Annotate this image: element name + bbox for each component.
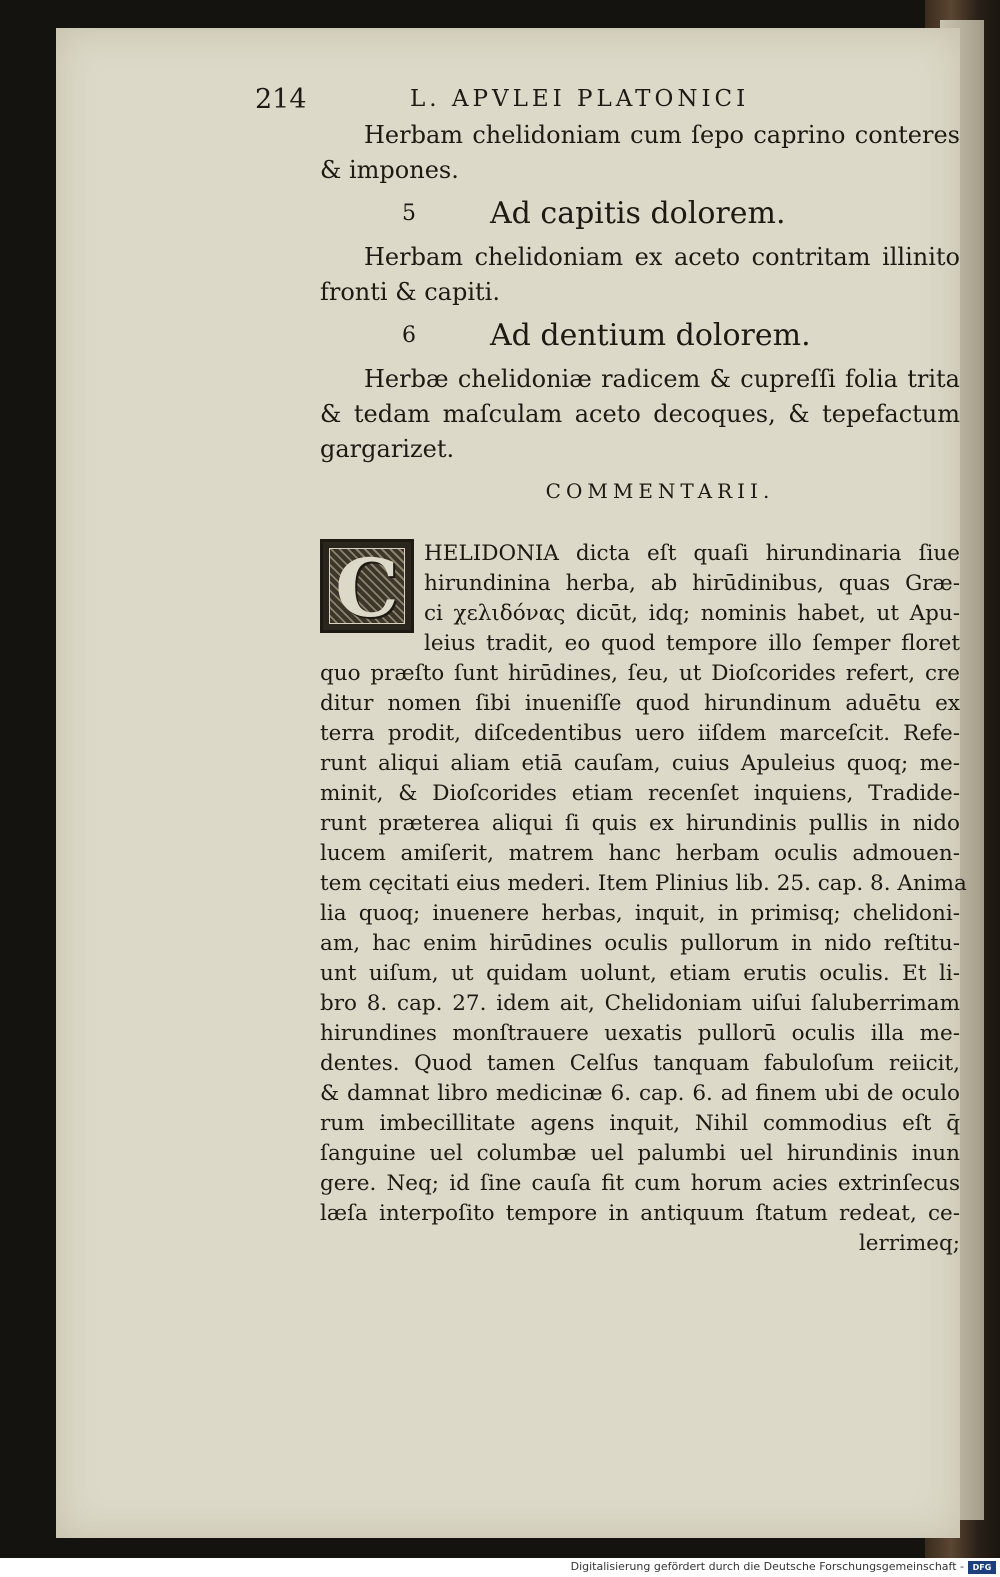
text-line: gargarizet. — [320, 435, 455, 463]
text-line: Herbam chelidoniam ex aceto contritam illinito — [364, 243, 960, 271]
initial-letter: C — [335, 541, 399, 635]
footer-credit: Digitalisierung gefördert durch die Deutsche Forschungsgemeinschaft - — [570, 1560, 964, 1573]
commentary-line: læſa interpoſito tempore in antiquum ſtatum redeat, ce- — [320, 1201, 960, 1226]
commentary-line: rum imbecillitate agens inquit, Nihil commodius eſt q̄ — [320, 1111, 960, 1136]
commentary-line: ditur nomen ſibi inueniſſe quod hirundinum aduētu ex — [320, 691, 960, 716]
dfg-logo: DFG — [968, 1561, 996, 1574]
remedy-number: 6 — [402, 323, 416, 348]
text-line: Herbam chelidoniam cum ſepo caprino conteres — [364, 121, 960, 149]
spacer — [320, 515, 960, 539]
remedy-heading-6 — [320, 310, 960, 362]
remedy-heading-5 — [320, 188, 960, 240]
text-line: & tedam maſculam aceto decoques, & tepefactum — [320, 400, 960, 428]
commentary-line: quo præſto ſunt hirūdines, ſeu, ut Dioſcorides refert, cre — [320, 661, 960, 686]
commentary-line: runt aliqui aliam etiā cauſam, cuius Apuleius quoq; me- — [320, 751, 960, 776]
decorated-initial — [320, 539, 414, 633]
commentary-line: leius tradit, eo quod tempore illo ſemper floret — [424, 631, 960, 656]
commentary-line: HELIDONIA dicta eſt quaſi hirundinaria ſiue — [424, 541, 960, 566]
text-line: Herbæ chelidoniæ radicem & cupreſſi folia trita — [364, 365, 960, 393]
text-line: fronti & capiti. — [320, 278, 500, 306]
commentary-line: minit, & Dioſcorides etiam recenſet inquiens, Tradide- — [320, 781, 960, 806]
remedy-5 — [320, 240, 960, 310]
remedy-title: Ad dentium dolorem. — [490, 318, 811, 353]
commentary-heading: COMMENTARII. — [545, 479, 775, 503]
running-title: L. APVLEI PLATONICI — [410, 86, 750, 112]
digitization-footer — [0, 1558, 1000, 1577]
text-line: & impones. — [320, 156, 459, 184]
commentary-line: dentes. Quod tamen Celſus tanquam fabuloſum reiicit, — [320, 1051, 960, 1076]
commentary-line: & damnat libro medicinæ 6. cap. 6. ad finem ubi de oculo — [320, 1081, 960, 1106]
main-text — [320, 118, 967, 1259]
commentary-line: hirundines monſtrauere uexatis pullorū oculis illa me- — [320, 1021, 960, 1046]
commentary-line: lia quoq; inuenere herbas, inquit, in primisq; chelidoni- — [320, 901, 960, 926]
commentary-line: ſanguine uel columbæ uel palumbi uel hirundinis inun — [320, 1141, 960, 1166]
remedy-number: 5 — [402, 201, 416, 226]
commentary-line: hirundinina herba, ab hirūdinibus, quas Græ- — [424, 571, 960, 596]
remedy-6 — [320, 362, 960, 467]
commentary-line: terra prodit, diſcedentibus uero iiſdem marceſcit. Refe- — [320, 721, 960, 746]
commentary-line: am, hac enim hirūdines oculis pullorum in nido reſtitu- — [320, 931, 960, 956]
commentary-line: runt præterea aliqui ſi quis ex hirundinis pullis in nido — [320, 811, 960, 836]
remedy-title: Ad capitis dolorem. — [490, 196, 786, 231]
commentary-text — [320, 539, 967, 1259]
remedy-4 — [320, 118, 960, 188]
commentary-line: tem cęcitati eius mederi. Item Plinius lib. 25. cap. 8. Anima — [320, 871, 967, 896]
commentary-line: ci χελιδόνας dicūt, idq; nominis habet, ut Apu- — [424, 601, 960, 626]
commentary-line: bro 8. cap. 27. idem ait, Chelidoniam uiſui ſaluberrimam — [320, 991, 960, 1016]
commentary-line: unt uiſum, ut quidam uolunt, etiam erutis oculis. Et li- — [320, 961, 960, 986]
commentary-line: gere. Neq; id ſine cauſa fit cum horum acies extrinſecus — [320, 1171, 960, 1196]
commentary-line: lucem amiſerit, matrem hanc herbam oculis admouen- — [320, 841, 960, 866]
catchword: lerrimeq; — [858, 1231, 960, 1256]
page-number: 214 — [255, 84, 307, 115]
page-header — [255, 84, 835, 118]
